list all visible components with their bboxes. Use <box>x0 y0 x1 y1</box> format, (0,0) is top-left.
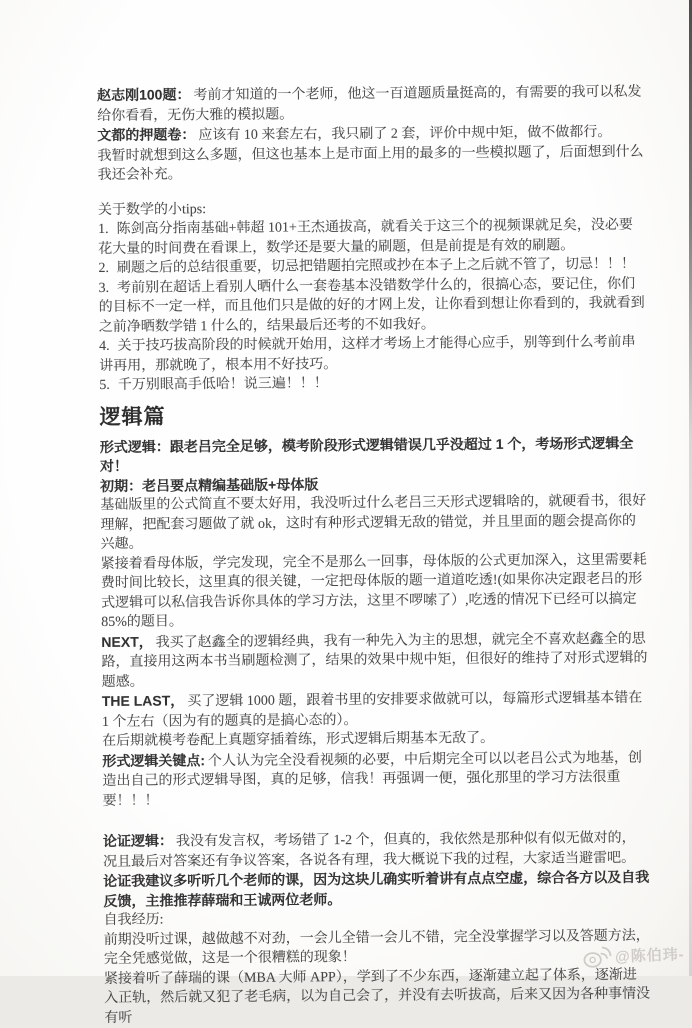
tip-number: 2. <box>98 260 109 276</box>
paragraph-argument-advice: 论证我建议多听听几个老师的课，因为这块儿确实听着讲有点点空虚，综合各方以及自我反馈，主推推荐薛瑞和王诚两位老师。 <box>103 868 650 909</box>
tip-item-1 <box>98 216 644 259</box>
tip-text: 陈剑高分指南基础+韩超 101+王杰通拔高，就看关于这三个的视频课就足矣，没必要花大量的时间费在看课上，数学还是要大量的刷题，但是前提是有效的刷题。 <box>98 217 633 257</box>
section-heading-logic: 逻辑篇 <box>99 404 166 429</box>
paragraph-text: 个人认为完全没看视频的必要，中后期完全可以以老吕公式为地基，创造出自己的形式逻辑导图，真的足够，信我！再强调一便，强化那里的学习方法很重要！！！ <box>102 750 643 809</box>
tip-number: 3. <box>98 280 110 296</box>
tip-text: 千万别眼高手低哈！说三遍！！！ <box>117 376 328 393</box>
tip-number: 5. <box>99 377 110 393</box>
paragraph-zhaozhigang-100 <box>97 82 643 126</box>
paragraph-text: 我没有发言权，考场错了 1-2 个，但真的，我依然是那种似有似无做对的，况且最后对答案还有争议答案，各说各有理，我大概说下我的过程，大家适当避雷吧。 <box>103 830 636 870</box>
weibo-watermark <box>582 941 685 969</box>
paragraph-text: 考前才知道的一个老师，他这一百道题质量挺高的，有需要的我可以私发给你看看，无伤大雅的模拟题。 <box>97 84 642 124</box>
paragraph-early-stage: 初期：老吕要点精编基础版+母体版 <box>100 475 319 494</box>
tip-item-4 <box>99 333 645 376</box>
paragraph-text: 我买了赵鑫全的逻辑经典，我有一种先入为主的思想，就完全不喜欢赵鑫全的思路，直接用这两本书当刷题检测了，结果的效果中规中矩，但很好的维持了对形式逻辑的题感。 <box>101 631 648 690</box>
tip-text: 刷题之后的总结很重要，切忌把错题拍完照或抄在本子上之后就不管了，切忌！！！ <box>116 256 635 276</box>
paragraph-formal-logic-summary: 形式逻辑：跟老吕完全足够，模考阶段形式逻辑错误几乎没超过 1 个，考场形式逻辑全对！ <box>99 434 634 474</box>
paragraph-lead: 赵志刚100题： <box>97 86 191 103</box>
paragraph-self-experience-1: 前期没听过课，越做越不对劲，一会儿全错一会儿不错，完全没掌握学习以及答题方法，完全凭感觉做，这是一个很糟糕的现象！ <box>103 928 650 967</box>
paragraph-text: 应该有 10 来套左右，我只刷了 2 套，评价中规中矩，做不做都行。 <box>198 124 612 144</box>
paragraph-late-stage: 在后期就模考卷配上真题穿插着练，形式逻辑后期基本无敌了。 <box>102 730 495 749</box>
paragraph-basic-version: 基础版里的公式简直不要太好用，我没听过什么老吕三天形式逻辑啥的，就硬看书，很好理解，把配套习题做了就 ok，这时有种形式逻辑无敌的错觉，并且里面的题会提高你的兴趣。 <box>100 493 647 552</box>
paragraph-next <box>101 628 647 692</box>
paragraph-lead: 文都的押题卷： <box>97 126 196 143</box>
paragraph-mother-version: 紧接着看母体版，学完发现，完全不是那么一回事，母体版的公式更加深入，这里需要耗费时间比较长，这里真的很关键，一定把母体版的题一道道吃透!(如果你决定跟老吕的形式逻辑可以私信我告诉你具体的学习方法，这里不啰嗦了）,吃透的情况下已经可以搞定 85%的题目。 <box>100 552 647 630</box>
paragraph-lead: 论证逻辑： <box>102 832 173 849</box>
paragraph-formal-logic-keypoint <box>102 747 648 811</box>
paragraph-intro-closing <box>97 142 643 185</box>
math-tips-title: 关于数学的小tips: <box>97 201 207 218</box>
tip-text: 考前别在超话上看别人晒什么一套卷基本没错数学什么的，很搞心态，要记住，你们的目标不一定一样，而且他们只是做的好的才网上发，让你看到想让你看到的，我就看到之前净晒数学错 1 什么的，结果最后还考的不如我好。 <box>98 276 645 335</box>
paragraph-self-experience-title: 自我经历: <box>103 912 164 928</box>
watermark-handle: @陈伯玮- <box>615 945 686 966</box>
tip-item-3 <box>99 274 645 337</box>
paragraph-argument-logic <box>103 828 649 872</box>
paragraph-lead: NEXT， <box>101 633 153 650</box>
paragraph-text: 买了逻辑 1000 题，跟着书里的安排要求做就可以，每篇形式逻辑基本错在 1 个左右（因为有的题真的是搞心态的）。 <box>101 690 643 730</box>
weibo-icon <box>582 944 613 969</box>
document-content <box>97 82 650 1028</box>
tip-number: 4. <box>98 338 110 354</box>
tip-item-5 <box>99 372 645 396</box>
paragraph-lead: 形式逻辑关键点: <box>102 751 206 769</box>
paragraph-text: 我暂时就想到这么多题，但这也基本上是市面上用的最多的一些模拟题了，后面想到什么我还会补充。 <box>97 144 644 183</box>
tip-number: 1. <box>98 221 109 237</box>
paragraph-lead: THE LAST， <box>101 692 185 709</box>
tip-text: 关于技巧拔高阶段的时候就开始用，这样才考场上才能得心应手，别等到什么考前串讲再用，那就晚了，根本用不好技巧。 <box>99 334 636 374</box>
paragraph-self-experience-2: 紧接着听了薛瑞的课（MBA 大师 APP），学到了不少东西，逐渐建立起了体系，逐渐进入正轨，然后就又犯了老毛病，以为自己会了，并没有去听拔高，后来又因为各种事情没有听 <box>103 967 651 1026</box>
paragraph-the-last <box>102 688 648 732</box>
